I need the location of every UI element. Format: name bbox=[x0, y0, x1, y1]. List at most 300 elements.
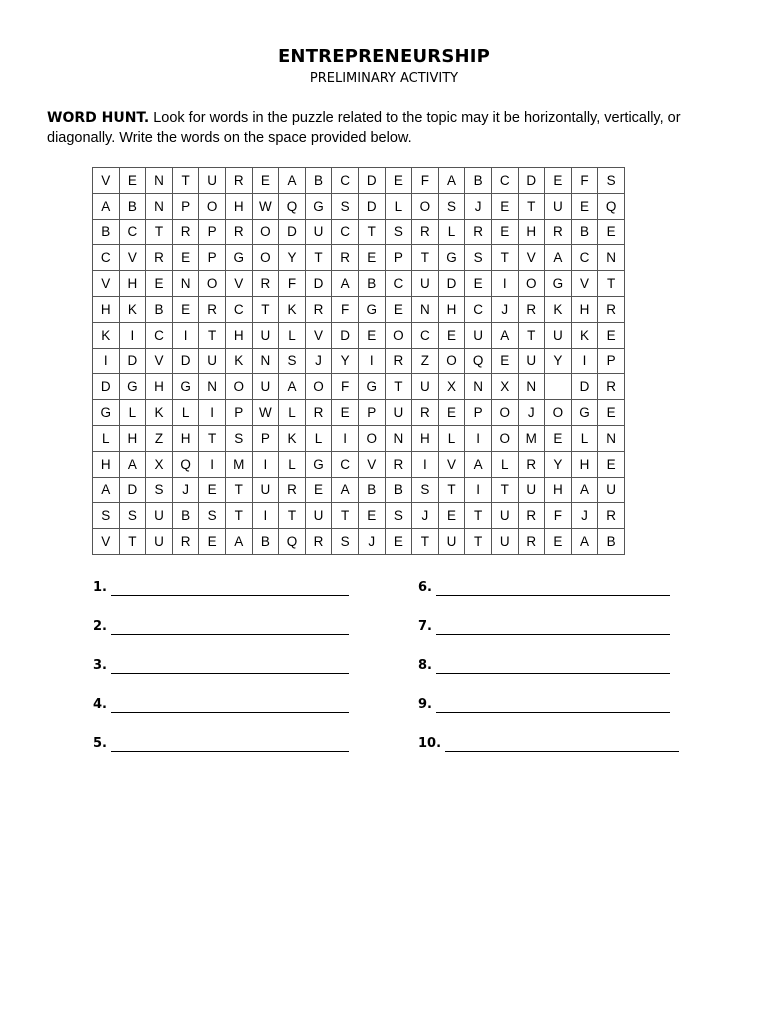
grid-cell: C bbox=[332, 168, 359, 194]
grid-cell: G bbox=[358, 374, 385, 400]
page-title: ENTREPRENEURSHIP bbox=[277, 46, 491, 67]
grid-cell: L bbox=[491, 451, 518, 477]
grid-cell: U bbox=[252, 374, 279, 400]
grid-cell: U bbox=[412, 271, 439, 297]
grid-cell: P bbox=[252, 425, 279, 451]
grid-cell: E bbox=[199, 477, 226, 503]
grid-cell: T bbox=[412, 245, 439, 271]
grid-cell: E bbox=[545, 168, 572, 194]
grid-cell: K bbox=[93, 322, 120, 348]
grid-cell: S bbox=[385, 503, 412, 529]
grid-cell: P bbox=[199, 219, 226, 245]
answer-number: 6. bbox=[418, 580, 432, 595]
grid-cell: S bbox=[385, 219, 412, 245]
grid-cell: K bbox=[146, 400, 173, 426]
grid-cell: Y bbox=[545, 348, 572, 374]
grid-cell: E bbox=[571, 193, 598, 219]
grid-cell: D bbox=[172, 348, 199, 374]
grid-cell: G bbox=[545, 271, 572, 297]
grid-cell: F bbox=[332, 296, 359, 322]
grid-cell: X bbox=[438, 374, 465, 400]
grid-cell: T bbox=[358, 219, 385, 245]
grid-cell: D bbox=[119, 477, 146, 503]
grid-cell: G bbox=[93, 400, 120, 426]
grid-cell: S bbox=[119, 503, 146, 529]
grid-cell: R bbox=[518, 451, 545, 477]
grid-cell: I bbox=[491, 271, 518, 297]
grid-cell: H bbox=[518, 219, 545, 245]
grid-cell: U bbox=[598, 477, 625, 503]
grid-cell: C bbox=[412, 322, 439, 348]
grid-cell: P bbox=[358, 400, 385, 426]
grid-cell: H bbox=[412, 425, 439, 451]
grid-cell: I bbox=[358, 348, 385, 374]
grid-cell: E bbox=[491, 193, 518, 219]
grid-cell: D bbox=[332, 322, 359, 348]
grid-cell: C bbox=[465, 296, 492, 322]
grid-cell: T bbox=[225, 503, 252, 529]
grid-cell: B bbox=[252, 529, 279, 555]
grid-row bbox=[93, 296, 625, 322]
grid-cell: Z bbox=[412, 348, 439, 374]
grid-cell: J bbox=[172, 477, 199, 503]
grid-cell: U bbox=[199, 348, 226, 374]
grid-cell: B bbox=[358, 271, 385, 297]
grid-row bbox=[93, 400, 625, 426]
grid-cell: N bbox=[598, 425, 625, 451]
grid-cell: O bbox=[491, 425, 518, 451]
grid-cell: E bbox=[598, 322, 625, 348]
grid-cell: Z bbox=[146, 425, 173, 451]
answer-line bbox=[93, 619, 349, 658]
grid-cell: R bbox=[199, 296, 226, 322]
grid-cell: U bbox=[412, 374, 439, 400]
grid-cell: E bbox=[385, 296, 412, 322]
grid-cell: T bbox=[172, 168, 199, 194]
grid-cell: H bbox=[146, 374, 173, 400]
grid-row bbox=[93, 271, 625, 297]
grid-cell: G bbox=[358, 296, 385, 322]
grid-cell: A bbox=[225, 529, 252, 555]
grid-cell: C bbox=[93, 245, 120, 271]
grid-cell: E bbox=[358, 503, 385, 529]
grid-cell: D bbox=[305, 271, 332, 297]
grid-cell: C bbox=[225, 296, 252, 322]
grid-cell: N bbox=[252, 348, 279, 374]
grid-cell: N bbox=[385, 425, 412, 451]
grid-cell: E bbox=[438, 503, 465, 529]
grid-cell: E bbox=[146, 271, 173, 297]
grid-cell: T bbox=[146, 219, 173, 245]
grid-cell: J bbox=[571, 503, 598, 529]
grid-cell: B bbox=[172, 503, 199, 529]
grid-row bbox=[93, 503, 625, 529]
grid-cell: T bbox=[465, 529, 492, 555]
grid-cell: I bbox=[199, 400, 226, 426]
grid-cell: E bbox=[545, 529, 572, 555]
grid-cell: T bbox=[199, 322, 226, 348]
grid-cell: R bbox=[412, 219, 439, 245]
grid-cell: B bbox=[146, 296, 173, 322]
grid-cell: R bbox=[279, 477, 306, 503]
grid-cell: L bbox=[93, 425, 120, 451]
grid-cell: R bbox=[252, 271, 279, 297]
grid-cell: D bbox=[93, 374, 120, 400]
grid-cell: F bbox=[279, 271, 306, 297]
grid-cell: K bbox=[571, 322, 598, 348]
grid-cell: B bbox=[119, 193, 146, 219]
grid-cell: H bbox=[119, 271, 146, 297]
grid-cell: U bbox=[305, 503, 332, 529]
grid-cell: E bbox=[598, 219, 625, 245]
grid-cell: S bbox=[146, 477, 173, 503]
grid-cell: E bbox=[332, 400, 359, 426]
grid-cell: J bbox=[518, 400, 545, 426]
grid-cell: U bbox=[146, 529, 173, 555]
grid-cell: B bbox=[598, 529, 625, 555]
grid-cell: L bbox=[279, 451, 306, 477]
grid-cell: E bbox=[545, 425, 572, 451]
answer-line bbox=[93, 736, 349, 775]
grid-cell: T bbox=[491, 477, 518, 503]
grid-cell: R bbox=[598, 374, 625, 400]
grid-cell: K bbox=[225, 348, 252, 374]
grid-cell: O bbox=[438, 348, 465, 374]
grid-cell: K bbox=[119, 296, 146, 322]
grid-cell: Q bbox=[598, 193, 625, 219]
grid-cell: O bbox=[225, 374, 252, 400]
grid-cell: E bbox=[438, 400, 465, 426]
grid-cell: V bbox=[305, 322, 332, 348]
grid-cell: S bbox=[598, 168, 625, 194]
grid-cell: R bbox=[146, 245, 173, 271]
grid-cell: V bbox=[571, 271, 598, 297]
grid-row bbox=[93, 193, 625, 219]
answer-number: 5. bbox=[93, 736, 107, 751]
grid-cell: Y bbox=[279, 245, 306, 271]
grid-cell: L bbox=[438, 219, 465, 245]
grid-cell: N bbox=[146, 193, 173, 219]
grid-cell: I bbox=[199, 451, 226, 477]
grid-cell: V bbox=[119, 245, 146, 271]
grid-cell: W bbox=[252, 193, 279, 219]
grid-cell: E bbox=[305, 477, 332, 503]
grid-cell: R bbox=[518, 503, 545, 529]
grid-cell: S bbox=[332, 193, 359, 219]
grid-cell: O bbox=[545, 400, 572, 426]
answer-blank[interactable] bbox=[436, 619, 670, 635]
grid-cell: E bbox=[199, 529, 226, 555]
grid-cell: O bbox=[491, 400, 518, 426]
grid-cell: G bbox=[119, 374, 146, 400]
answer-column-left bbox=[93, 580, 349, 775]
grid-cell: C bbox=[332, 219, 359, 245]
grid-cell: C bbox=[491, 168, 518, 194]
answer-blank[interactable] bbox=[445, 736, 679, 752]
grid-cell: E bbox=[438, 322, 465, 348]
grid-cell: L bbox=[279, 322, 306, 348]
grid-cell: G bbox=[225, 245, 252, 271]
grid-cell: T bbox=[305, 245, 332, 271]
answer-blank[interactable] bbox=[436, 697, 670, 713]
grid-cell: A bbox=[93, 193, 120, 219]
grid-cell: H bbox=[93, 451, 120, 477]
grid-cell: U bbox=[491, 529, 518, 555]
grid-cell: E bbox=[385, 168, 412, 194]
answer-number: 10. bbox=[418, 736, 442, 751]
grid-row bbox=[93, 477, 625, 503]
grid-cell: T bbox=[119, 529, 146, 555]
answer-line bbox=[93, 658, 349, 697]
grid-cell: K bbox=[279, 296, 306, 322]
grid-cell: T bbox=[598, 271, 625, 297]
grid-cell: U bbox=[252, 477, 279, 503]
grid-cell: E bbox=[172, 296, 199, 322]
answer-number: 7. bbox=[418, 619, 432, 634]
grid-cell: T bbox=[199, 425, 226, 451]
grid-row bbox=[93, 529, 625, 555]
grid-cell: U bbox=[438, 529, 465, 555]
grid-cell: G bbox=[305, 193, 332, 219]
answer-line bbox=[418, 619, 679, 658]
grid-cell: G bbox=[571, 400, 598, 426]
word-search-grid bbox=[92, 167, 625, 555]
grid-cell: C bbox=[571, 245, 598, 271]
grid-cell: A bbox=[438, 168, 465, 194]
grid-cell: C bbox=[332, 451, 359, 477]
grid-cell: V bbox=[358, 451, 385, 477]
answer-number: 1. bbox=[93, 580, 107, 595]
grid-cell: I bbox=[465, 477, 492, 503]
answer-blank[interactable] bbox=[111, 658, 349, 674]
grid-cell: T bbox=[225, 477, 252, 503]
grid-cell: K bbox=[279, 425, 306, 451]
grid-cell: U bbox=[252, 322, 279, 348]
grid-cell: G bbox=[172, 374, 199, 400]
grid-cell: L bbox=[571, 425, 598, 451]
grid-cell: U bbox=[146, 503, 173, 529]
answer-blank[interactable] bbox=[111, 619, 349, 635]
grid-cell: O bbox=[358, 425, 385, 451]
grid-cell: R bbox=[518, 529, 545, 555]
grid-cell: E bbox=[491, 348, 518, 374]
grid-cell: T bbox=[412, 529, 439, 555]
answer-number: 3. bbox=[93, 658, 107, 673]
grid-cell: S bbox=[225, 425, 252, 451]
grid-cell: V bbox=[518, 245, 545, 271]
grid-cell: S bbox=[438, 193, 465, 219]
grid-cell: G bbox=[438, 245, 465, 271]
grid-cell: O bbox=[385, 322, 412, 348]
grid-cell: E bbox=[598, 451, 625, 477]
answer-blank[interactable] bbox=[111, 736, 349, 752]
grid-cell: R bbox=[465, 219, 492, 245]
grid-cell: R bbox=[598, 503, 625, 529]
grid-cell: E bbox=[465, 271, 492, 297]
grid-cell: U bbox=[518, 477, 545, 503]
grid-cell: A bbox=[332, 271, 359, 297]
grid-cell: U bbox=[491, 503, 518, 529]
grid-cell: R bbox=[518, 296, 545, 322]
grid-cell: E bbox=[358, 245, 385, 271]
grid-cell: I bbox=[119, 322, 146, 348]
answer-line bbox=[418, 697, 679, 736]
grid-cell: E bbox=[358, 322, 385, 348]
grid-cell: A bbox=[571, 477, 598, 503]
grid-cell: S bbox=[412, 477, 439, 503]
answer-number: 9. bbox=[418, 697, 432, 712]
grid-row bbox=[93, 451, 625, 477]
grid-row bbox=[93, 425, 625, 451]
grid-cell: I bbox=[172, 322, 199, 348]
grid-cell: H bbox=[172, 425, 199, 451]
grid-row bbox=[93, 374, 625, 400]
grid-cell: L bbox=[385, 193, 412, 219]
grid-cell: B bbox=[93, 219, 120, 245]
answer-column-right bbox=[418, 580, 679, 775]
grid-cell: U bbox=[199, 168, 226, 194]
grid-cell: P bbox=[225, 400, 252, 426]
grid-cell: Q bbox=[465, 348, 492, 374]
answer-line bbox=[418, 658, 679, 697]
grid-cell: B bbox=[465, 168, 492, 194]
grid-cell: N bbox=[146, 168, 173, 194]
grid-cell: U bbox=[545, 193, 572, 219]
grid-cell: A bbox=[491, 322, 518, 348]
grid-cell: O bbox=[252, 219, 279, 245]
instructions-text: Look for words in the puzzle related to the topic may it be horizontally, vertically, or diagonally. Write the words on the space provided below. bbox=[47, 110, 681, 146]
grid-cell: E bbox=[252, 168, 279, 194]
grid-cell: V bbox=[438, 451, 465, 477]
grid-cell: P bbox=[598, 348, 625, 374]
grid-cell: T bbox=[279, 503, 306, 529]
grid-row bbox=[93, 245, 625, 271]
grid-cell: P bbox=[199, 245, 226, 271]
grid-cell: X bbox=[491, 374, 518, 400]
grid-cell: I bbox=[252, 503, 279, 529]
grid-cell: K bbox=[545, 296, 572, 322]
answer-line bbox=[93, 697, 349, 736]
grid-cell: M bbox=[518, 425, 545, 451]
grid-cell: D bbox=[358, 193, 385, 219]
grid-cell: H bbox=[571, 296, 598, 322]
grid-cell: Q bbox=[279, 529, 306, 555]
grid-cell: A bbox=[332, 477, 359, 503]
grid-cell: R bbox=[332, 245, 359, 271]
grid-cell: O bbox=[199, 193, 226, 219]
grid-cell: Y bbox=[545, 451, 572, 477]
grid-cell: T bbox=[332, 503, 359, 529]
grid-cell: T bbox=[518, 193, 545, 219]
grid-cell: T bbox=[252, 296, 279, 322]
grid-cell: O bbox=[518, 271, 545, 297]
grid-cell: R bbox=[412, 400, 439, 426]
grid-cell: R bbox=[172, 219, 199, 245]
grid-cell: H bbox=[225, 193, 252, 219]
grid-cell: R bbox=[545, 219, 572, 245]
grid-cell: D bbox=[119, 348, 146, 374]
grid-cell: O bbox=[252, 245, 279, 271]
grid-cell: R bbox=[385, 451, 412, 477]
grid-cell: I bbox=[571, 348, 598, 374]
answer-number: 4. bbox=[93, 697, 107, 712]
grid-cell: U bbox=[518, 348, 545, 374]
grid-cell: Y bbox=[332, 348, 359, 374]
grid-cell: R bbox=[598, 296, 625, 322]
grid-cell: N bbox=[172, 271, 199, 297]
grid-cell: J bbox=[491, 296, 518, 322]
grid-cell: W bbox=[252, 400, 279, 426]
grid-cell: E bbox=[385, 529, 412, 555]
grid-cell: S bbox=[332, 529, 359, 555]
grid-cell: H bbox=[571, 451, 598, 477]
grid-cell: V bbox=[146, 348, 173, 374]
answer-number: 2. bbox=[93, 619, 107, 634]
answer-blank[interactable] bbox=[436, 658, 670, 674]
grid-cell: N bbox=[598, 245, 625, 271]
grid-cell: C bbox=[385, 271, 412, 297]
grid-cell: N bbox=[199, 374, 226, 400]
grid-cell: V bbox=[93, 529, 120, 555]
grid-cell: X bbox=[146, 451, 173, 477]
grid-cell: D bbox=[358, 168, 385, 194]
grid-cell: E bbox=[119, 168, 146, 194]
grid-cell: R bbox=[225, 168, 252, 194]
grid-cell: O bbox=[199, 271, 226, 297]
grid-cell: B bbox=[385, 477, 412, 503]
grid-cell: L bbox=[305, 425, 332, 451]
answer-blank[interactable] bbox=[111, 580, 349, 596]
grid-cell: V bbox=[93, 271, 120, 297]
grid-cell: L bbox=[438, 425, 465, 451]
grid-cell: M bbox=[225, 451, 252, 477]
grid-cell: R bbox=[172, 529, 199, 555]
grid-cell: J bbox=[412, 503, 439, 529]
grid-cell: U bbox=[465, 322, 492, 348]
grid-cell: B bbox=[358, 477, 385, 503]
grid-cell: A bbox=[279, 374, 306, 400]
grid-cell: I bbox=[332, 425, 359, 451]
answer-number: 8. bbox=[418, 658, 432, 673]
grid-cell: B bbox=[305, 168, 332, 194]
grid-cell: R bbox=[305, 296, 332, 322]
grid-cell: N bbox=[518, 374, 545, 400]
grid-cell bbox=[545, 374, 572, 400]
answer-blank[interactable] bbox=[111, 697, 349, 713]
grid-cell: L bbox=[119, 400, 146, 426]
grid-cell: V bbox=[93, 168, 120, 194]
grid-cell: Q bbox=[279, 193, 306, 219]
grid-cell: T bbox=[438, 477, 465, 503]
grid-cell: L bbox=[279, 400, 306, 426]
grid-cell: R bbox=[305, 529, 332, 555]
grid-cell: A bbox=[545, 245, 572, 271]
grid-cell: P bbox=[465, 400, 492, 426]
grid-row bbox=[93, 348, 625, 374]
grid-cell: O bbox=[305, 374, 332, 400]
grid-cell: Q bbox=[172, 451, 199, 477]
grid-cell: J bbox=[358, 529, 385, 555]
grid-cell: V bbox=[225, 271, 252, 297]
grid-cell: F bbox=[571, 168, 598, 194]
instructions-lead: WORD HUNT. bbox=[47, 110, 150, 126]
answer-blank[interactable] bbox=[436, 580, 670, 596]
grid-cell: E bbox=[491, 219, 518, 245]
grid-cell: C bbox=[146, 322, 173, 348]
grid-cell: G bbox=[305, 451, 332, 477]
grid-cell: H bbox=[93, 296, 120, 322]
grid-cell: U bbox=[385, 400, 412, 426]
